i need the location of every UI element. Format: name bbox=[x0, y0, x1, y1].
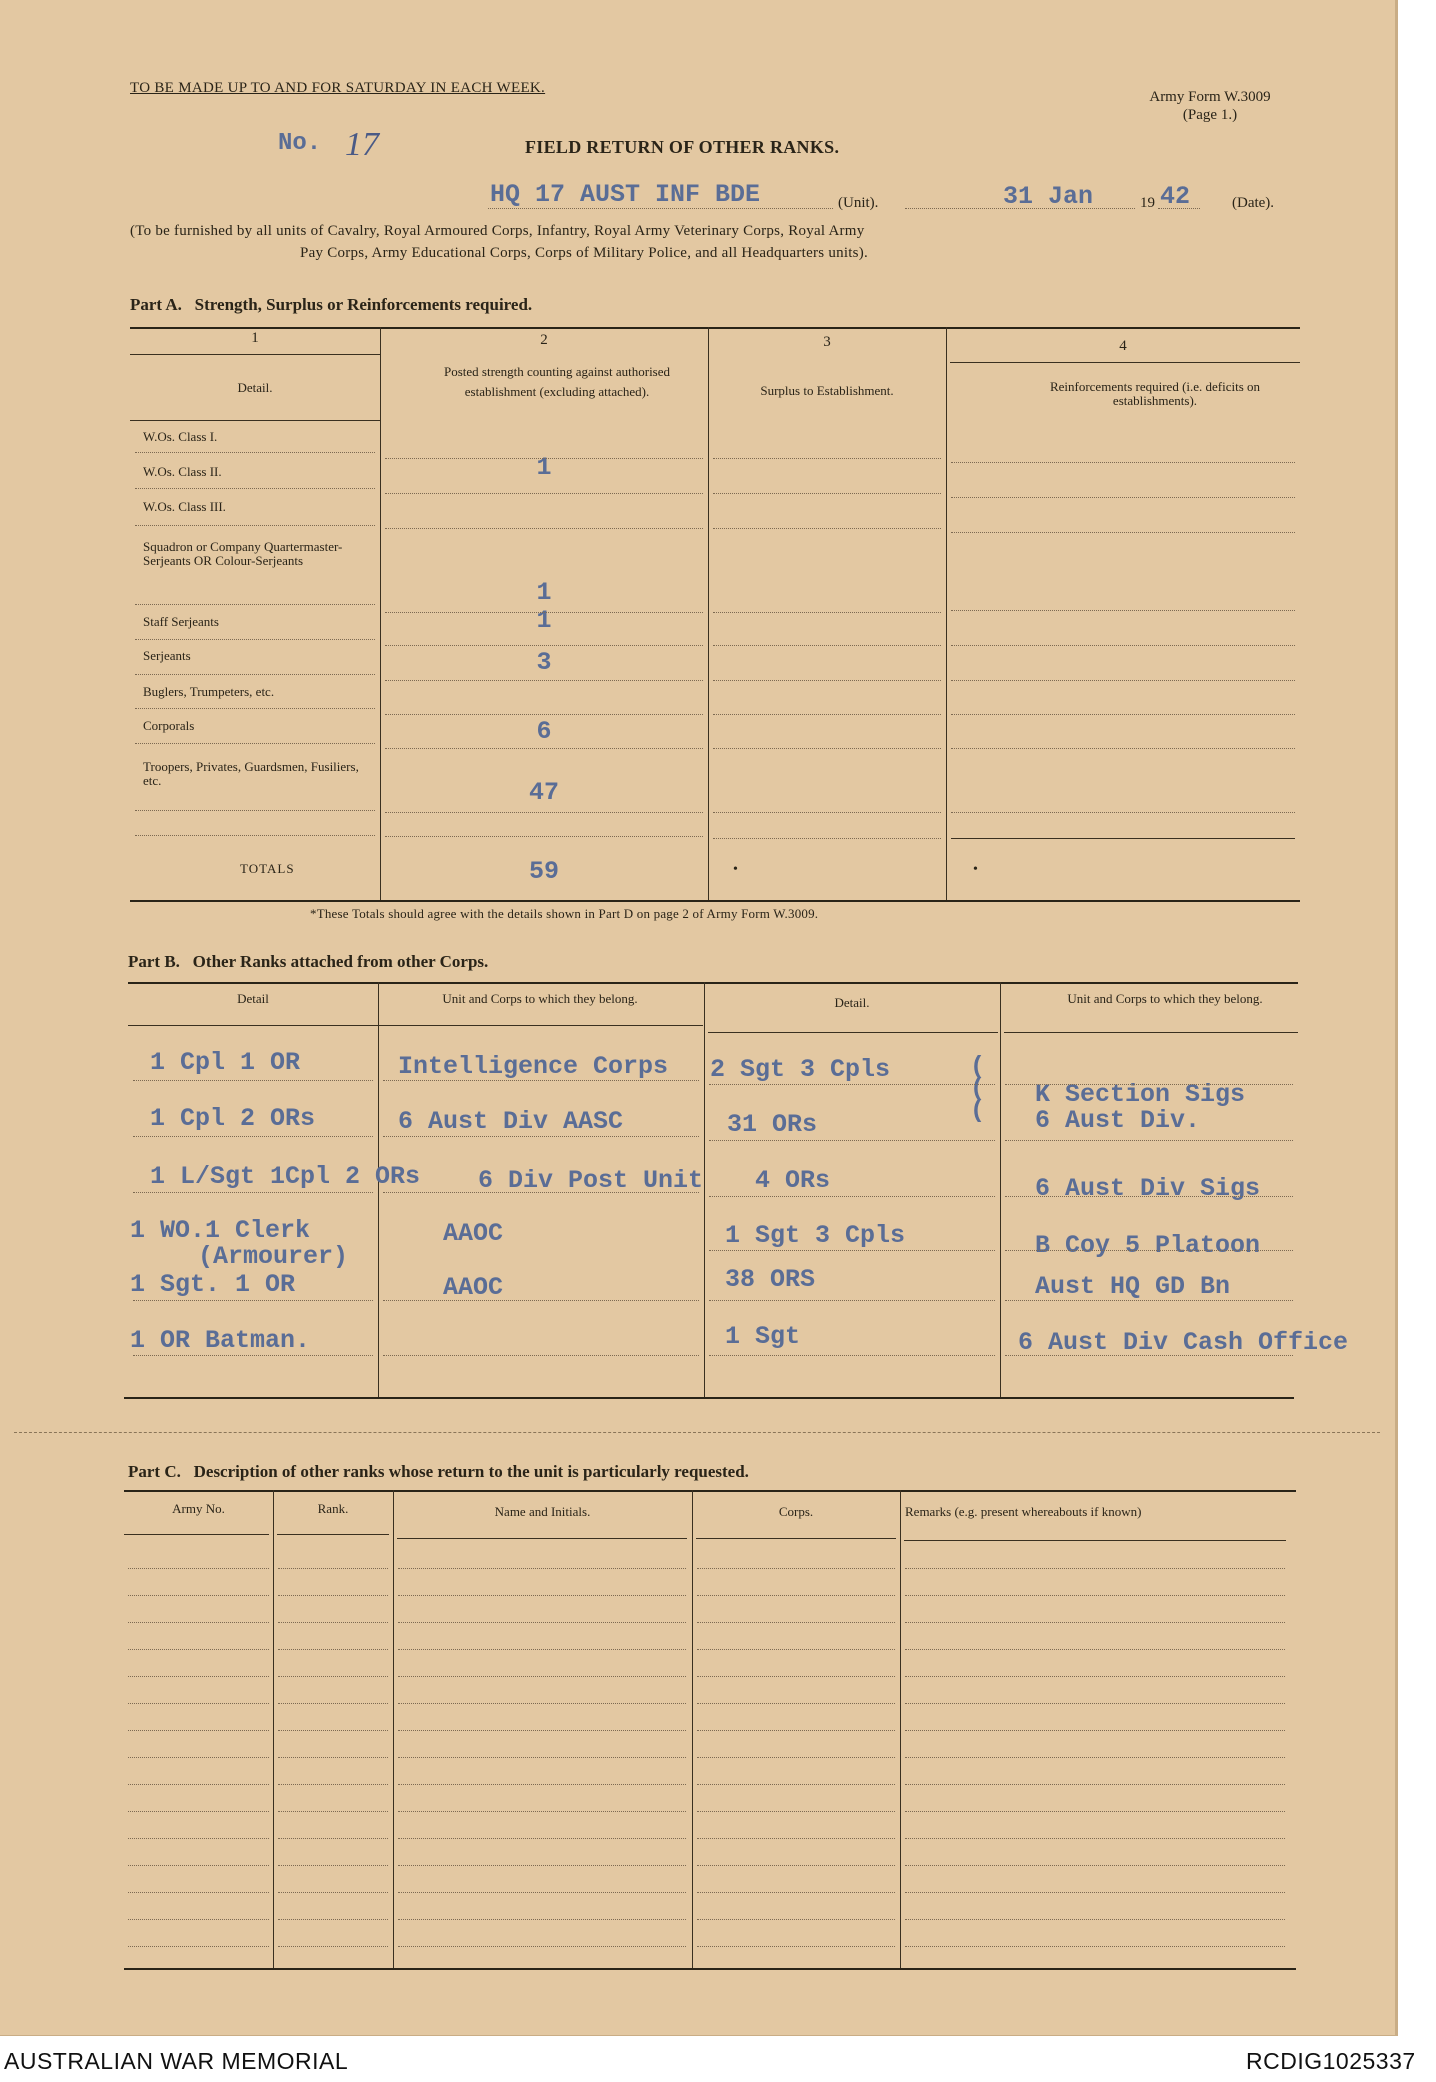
row-privates: Troopers, Privates, Guardsmen, Fusiliers, etc. bbox=[143, 759, 359, 788]
archive-credit: AUSTRALIAN WAR MEMORIAL bbox=[4, 2048, 349, 2074]
ruling-line bbox=[697, 1784, 895, 1785]
ruling-line bbox=[128, 1892, 269, 1893]
ruling-line bbox=[697, 1568, 895, 1569]
ruling-line bbox=[278, 1919, 388, 1920]
attached-detail-1: 1 Cpl 1 OR bbox=[150, 1048, 301, 1077]
ruling-line bbox=[128, 1649, 269, 1650]
ruling-line bbox=[278, 1676, 388, 1677]
ruling-line bbox=[697, 1622, 895, 1623]
attached-unit-4: AAOC bbox=[443, 1219, 504, 1248]
part-c-header-remarks: Remarks (e.g. present whereabouts if known) bbox=[905, 1504, 1142, 1519]
ruling-line bbox=[128, 1865, 269, 1866]
attached-detail-right-4: 1 Sgt 3 Cpls bbox=[725, 1221, 906, 1250]
row-wo-class-2: W.Os. Class II. bbox=[143, 464, 222, 479]
ruling-line bbox=[128, 1784, 269, 1785]
ruling-line bbox=[398, 1595, 686, 1596]
part-c-header-rank: Rank. bbox=[317, 1501, 349, 1516]
ruling-line bbox=[278, 1622, 388, 1623]
ruling-line bbox=[398, 1838, 686, 1839]
attached-detail-4: 1 WO.1 Clerk bbox=[130, 1216, 311, 1245]
row-corporals: Corporals bbox=[143, 718, 195, 733]
attached-unit-3: 6 Div Post Unit bbox=[478, 1166, 704, 1195]
row-wo-class-3: W.Os. Class III. bbox=[143, 499, 226, 514]
col-number-1: 1 bbox=[251, 330, 259, 346]
ruling-line bbox=[697, 1919, 895, 1920]
ruling-line bbox=[697, 1757, 895, 1758]
ruling-line bbox=[398, 1919, 686, 1920]
return-number-value: 17 bbox=[345, 126, 379, 163]
ruling-line bbox=[278, 1892, 388, 1893]
value-privates: 47 bbox=[528, 778, 559, 807]
value-staff-serjeants: 1 bbox=[536, 606, 552, 635]
attached-detail-6: 1 OR Batman. bbox=[130, 1326, 311, 1355]
instruction-text: TO BE MADE UP TO AND FOR SATURDAY IN EACH WEEK. bbox=[130, 80, 546, 96]
note-line-1: (To be furnished by all units of Cavalry, Royal Armoured Corps, Infantry, Royal Army Veterinary Corps, Royal Army bbox=[130, 223, 865, 239]
unit-value: HQ 17 AUST INF BDE bbox=[490, 180, 761, 209]
ruling-line bbox=[398, 1784, 686, 1785]
attached-detail-right-2: 31 ORs bbox=[727, 1110, 818, 1139]
year-prefix: 19 bbox=[1140, 195, 1155, 211]
ruling-line bbox=[697, 1676, 895, 1677]
header-posted-strength: Posted strength counting against authorised establishment (excluding attached). bbox=[443, 364, 671, 399]
attached-detail-4-note: (Armourer) bbox=[198, 1242, 349, 1271]
row-serjeants: Serjeants bbox=[143, 648, 191, 663]
part-a-footnote: *These Totals should agree with the details shown in Part D on page 2 of Army Form W.3009. bbox=[310, 906, 819, 921]
ruling-line bbox=[398, 1622, 686, 1623]
ruling-line bbox=[697, 1892, 895, 1893]
ruling-line bbox=[905, 1703, 1285, 1704]
ruling-line bbox=[905, 1811, 1285, 1812]
attached-unit-right-3: 6 Aust Div Sigs bbox=[1035, 1174, 1261, 1203]
col-number-3: 3 bbox=[823, 334, 831, 350]
part-c-header-army-no: Army No. bbox=[172, 1501, 225, 1516]
header-detail: Detail. bbox=[237, 380, 273, 395]
return-number-label: No. bbox=[278, 130, 322, 157]
ruling-line bbox=[398, 1568, 686, 1569]
attached-detail-right-1: 2 Sgt 3 Cpls bbox=[710, 1055, 891, 1084]
part-b-header-detail-right: Detail. bbox=[834, 995, 870, 1010]
ruling-line bbox=[278, 1649, 388, 1650]
date-value: 31 Jan bbox=[1003, 182, 1094, 211]
row-staff-serjeants: Staff Serjeants bbox=[143, 614, 219, 629]
ruling-line bbox=[905, 1865, 1285, 1866]
ruling-line bbox=[398, 1703, 686, 1704]
ruling-line bbox=[905, 1784, 1285, 1785]
ruling-line bbox=[398, 1946, 686, 1947]
ruling-line bbox=[905, 1946, 1285, 1947]
totals-label: TOTALS bbox=[240, 861, 295, 876]
row-cqms: Squadron or Company Quartermaster-Serjeants OR Colour-Serjeants bbox=[143, 539, 343, 568]
bracket-glyphs: ( ( ( bbox=[970, 1052, 986, 1125]
ruling-line bbox=[697, 1703, 895, 1704]
ruling-line bbox=[278, 1838, 388, 1839]
ruling-line bbox=[278, 1568, 388, 1569]
ruling-line bbox=[905, 1730, 1285, 1731]
ruling-line bbox=[697, 1946, 895, 1947]
col-number-2: 2 bbox=[540, 332, 548, 348]
ruling-line bbox=[697, 1811, 895, 1812]
attached-unit-right-1: K Section Sigs bbox=[1035, 1080, 1246, 1109]
ruling-line bbox=[905, 1757, 1285, 1758]
ruling-line bbox=[278, 1703, 388, 1704]
totals-marker-reinforcements: • bbox=[973, 862, 978, 877]
ruling-line bbox=[697, 1595, 895, 1596]
col-number-4: 4 bbox=[1119, 338, 1127, 354]
ruling-line bbox=[278, 1757, 388, 1758]
ruling-line bbox=[278, 1811, 388, 1812]
ruling-line bbox=[398, 1892, 686, 1893]
ruling-line bbox=[697, 1730, 895, 1731]
ruling-line bbox=[128, 1622, 269, 1623]
ruling-line bbox=[905, 1649, 1285, 1650]
part-c-title: Part C. Description of other ranks whose return to the unit is particularly requested. bbox=[128, 1462, 749, 1481]
ruling-line bbox=[128, 1946, 269, 1947]
ruling-line bbox=[128, 1595, 269, 1596]
value-corporals: 6 bbox=[536, 717, 552, 746]
ruling-line bbox=[905, 1892, 1285, 1893]
value-serjeants: 3 bbox=[536, 648, 552, 677]
part-a-title: Part A. Strength, Surplus or Reinforcements required. bbox=[130, 295, 533, 314]
attached-detail-3: 1 L/Sgt 1Cpl 2 ORs bbox=[150, 1162, 421, 1191]
attached-detail-right-6: 1 Sgt bbox=[725, 1322, 801, 1351]
page-number: (Page 1.) bbox=[1182, 107, 1238, 123]
ruling-line bbox=[128, 1757, 269, 1758]
ruling-line bbox=[398, 1730, 686, 1731]
part-b-header-unit-left: Unit and Corps to which they belong. bbox=[442, 991, 638, 1006]
ruling-line bbox=[278, 1784, 388, 1785]
row-wo-class-1: W.Os. Class I. bbox=[143, 429, 218, 444]
attached-detail-2: 1 Cpl 2 ORs bbox=[150, 1104, 316, 1133]
unit-label: (Unit). bbox=[838, 195, 879, 211]
ruling-line bbox=[697, 1865, 895, 1866]
attached-unit-right-2: 6 Aust Div. bbox=[1035, 1106, 1201, 1135]
ruling-line bbox=[278, 1595, 388, 1596]
attached-unit-right-6: 6 Aust Div Cash Office bbox=[1018, 1328, 1349, 1357]
form-id-block bbox=[1110, 88, 1310, 124]
archive-reference: RCDIG1025337 bbox=[1246, 2048, 1416, 2074]
ruling-line bbox=[905, 1676, 1285, 1677]
ruling-line bbox=[278, 1865, 388, 1866]
attached-unit-1: Intelligence Corps bbox=[398, 1052, 669, 1081]
ruling-line bbox=[128, 1919, 269, 1920]
year-suffix: 42 bbox=[1160, 182, 1191, 211]
value-wo-class-2: 1 bbox=[536, 453, 552, 482]
ruling-line bbox=[128, 1568, 269, 1569]
note-line-2: Pay Corps, Army Educational Corps, Corps of Military Police, and all Headquarters units). bbox=[300, 245, 868, 261]
form-title: FIELD RETURN OF OTHER RANKS. bbox=[525, 137, 840, 157]
attached-detail-right-5: 38 ORS bbox=[725, 1265, 816, 1294]
date-label: (Date). bbox=[1232, 195, 1275, 211]
attached-detail-5: 1 Sgt. 1 OR bbox=[130, 1270, 296, 1299]
row-buglers: Buglers, Trumpeters, etc. bbox=[143, 684, 275, 699]
totals-marker-surplus: • bbox=[733, 862, 738, 877]
ruling-line bbox=[905, 1919, 1285, 1920]
header-reinforcements: Reinforcements required (i.e. deficits on establishments). bbox=[1049, 379, 1261, 408]
ruling-line bbox=[278, 1946, 388, 1947]
ruling-line bbox=[128, 1676, 269, 1677]
ruling-line bbox=[905, 1838, 1285, 1839]
ruling-line bbox=[697, 1838, 895, 1839]
attached-detail-right-3: 4 ORs bbox=[755, 1166, 831, 1195]
ruling-line bbox=[128, 1811, 269, 1812]
ruling-line bbox=[398, 1676, 686, 1677]
part-b-header-unit-right: Unit and Corps to which they belong. bbox=[1067, 991, 1263, 1006]
ruling-line bbox=[398, 1865, 686, 1866]
part-b-header-detail-left: Detail bbox=[237, 991, 269, 1006]
ruling-line bbox=[905, 1568, 1285, 1569]
totals-value: 59 bbox=[528, 857, 559, 886]
ruling-line bbox=[398, 1811, 686, 1812]
part-c-header-corps: Corps. bbox=[778, 1504, 814, 1519]
attached-unit-right-4: B Coy 5 Platoon bbox=[1035, 1231, 1261, 1260]
form-id: Army Form W.3009 bbox=[1149, 89, 1271, 105]
ruling-line bbox=[128, 1838, 269, 1839]
value-cqms: 1 bbox=[536, 578, 552, 607]
attached-unit-right-5: Aust HQ GD Bn bbox=[1035, 1272, 1231, 1301]
ruling-line bbox=[128, 1703, 269, 1704]
attached-unit-2: 6 Aust Div AASC bbox=[398, 1107, 624, 1136]
ruling-line bbox=[398, 1757, 686, 1758]
part-c-header-name: Name and Initials. bbox=[494, 1504, 591, 1519]
header-surplus: Surplus to Establishment. bbox=[760, 383, 894, 398]
ruling-line bbox=[278, 1730, 388, 1731]
ruling-line bbox=[905, 1595, 1285, 1596]
part-b-title: Part B. Other Ranks attached from other Corps. bbox=[128, 952, 489, 971]
ruling-line bbox=[905, 1622, 1285, 1623]
ruling-line bbox=[398, 1649, 686, 1650]
attached-unit-5: AAOC bbox=[443, 1273, 504, 1302]
ruling-line bbox=[697, 1649, 895, 1650]
ruling-line bbox=[128, 1730, 269, 1731]
